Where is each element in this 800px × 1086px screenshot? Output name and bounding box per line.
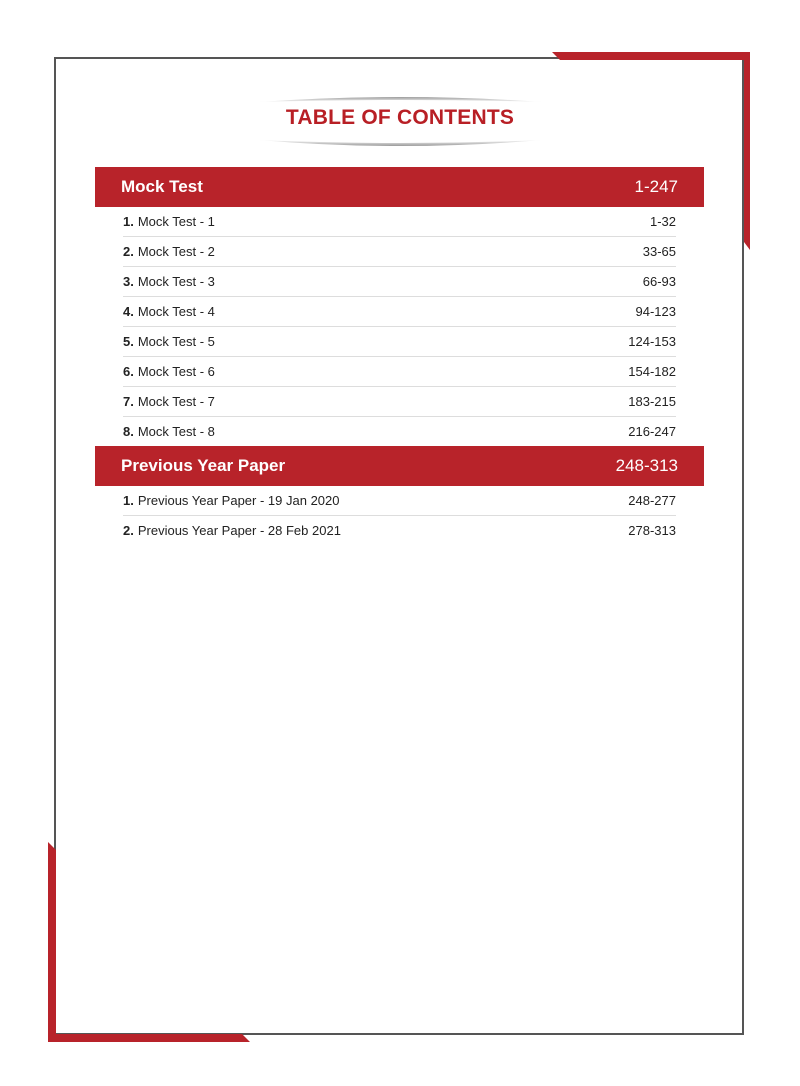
entry-pages: 94-123 [635,304,676,319]
entry-number: 7. [123,394,134,409]
entry-number: 8. [123,424,134,439]
entry-pages: 124-153 [628,334,676,349]
entry-title [123,523,341,538]
entry-label: Previous Year Paper - 28 Feb 2021 [137,523,341,538]
entry-title [123,364,215,379]
entry-title [123,274,215,289]
entry-title [123,304,215,319]
entry-pages: 154-182 [628,364,676,379]
entry-title [123,493,339,508]
entry-number: 1. [123,214,134,229]
entry-number: 2. [123,244,134,259]
toc-entry[interactable] [123,237,676,267]
entry-label: Mock Test - 4 [137,304,215,319]
toc-entry[interactable] [123,387,676,417]
entry-pages: 33-65 [642,244,676,259]
entry-title [123,394,215,409]
entry-label: Mock Test - 8 [137,424,215,439]
entry-label: Mock Test - 7 [137,394,215,409]
toc-entry[interactable] [123,486,676,516]
section-page-range: 1-247 [634,177,678,196]
entry-title [123,334,215,349]
entry-label: Mock Test - 5 [137,334,215,349]
entry-number: 6. [123,364,134,379]
section-page-range: 248-313 [615,456,678,475]
entry-label: Mock Test - 3 [137,274,215,289]
toc-entry[interactable] [123,357,676,387]
toc-entry[interactable] [123,267,676,297]
entry-pages: 1-32 [649,214,676,229]
entry-title [123,244,215,259]
toc-entry[interactable] [123,516,676,545]
toc-entry[interactable] [123,297,676,327]
entry-number: 1. [123,493,134,508]
toc-entry[interactable] [123,327,676,357]
table-of-contents [95,167,704,545]
entry-number: 3. [123,274,134,289]
section-header [95,167,704,207]
entry-number: 2. [123,523,134,538]
title-banner [258,96,542,148]
corner-accent-bottom-left [48,842,250,1042]
entry-label: Previous Year Paper - 19 Jan 2020 [137,493,340,508]
section-title: Previous Year Paper [121,456,286,475]
toc-entry[interactable] [123,417,676,446]
entry-pages: 66-93 [642,274,676,289]
entry-pages: 216-247 [628,424,676,439]
entry-title [123,424,215,439]
toc-section [95,167,704,446]
entry-number: 5. [123,334,134,349]
entry-label: Mock Test - 2 [137,244,215,259]
section-header [95,446,704,486]
entry-label: Mock Test - 6 [137,364,215,379]
page-title: TABLE OF CONTENTS [285,106,515,129]
section-entries [95,486,704,545]
entry-pages: 183-215 [628,394,676,409]
toc-entry[interactable] [123,207,676,237]
toc-section [95,446,704,545]
entry-label: Mock Test - 1 [137,214,215,229]
entry-title [123,214,215,229]
entry-number: 4. [123,304,134,319]
section-entries [95,207,704,446]
entry-pages: 248-277 [628,493,676,508]
entry-pages: 278-313 [628,523,676,538]
section-title: Mock Test [121,177,203,196]
